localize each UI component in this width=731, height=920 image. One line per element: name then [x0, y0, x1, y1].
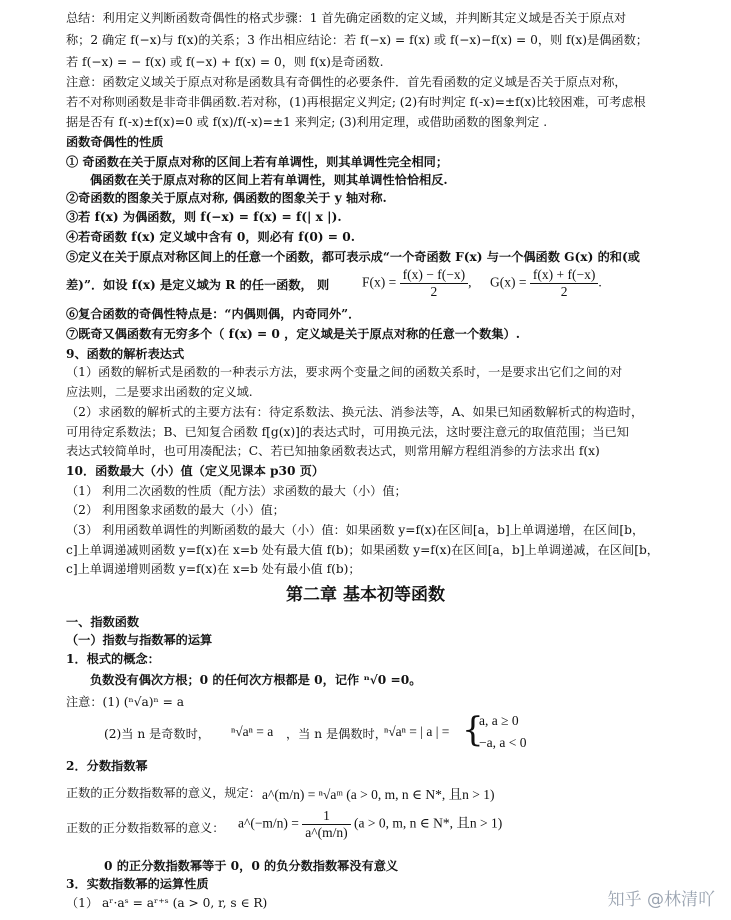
even-part-formula: [490, 267, 602, 300]
section-heading: （一）指数与指数幂的运算: [66, 633, 213, 647]
denominator: a^(m/n): [305, 825, 348, 840]
text-line: ⑦既奇又偶函数有无穷多个（ f(x) = 0 ，定义域是关于原点对称的任意一个数集）.: [66, 327, 520, 341]
text-line: 正数的正分数指数幂的意义：: [66, 821, 225, 835]
watermark: [608, 885, 715, 910]
even-root-formula: ⁿ√aⁿ = | a | =: [384, 724, 450, 739]
piecewise-brace: {: [462, 710, 484, 750]
section-heading: 1．根式的概念：: [66, 652, 160, 666]
text-line: (2)当 n 是奇数时，: [104, 727, 210, 741]
fraction: [530, 267, 598, 300]
case-line: −a, a < 0: [479, 735, 527, 750]
section-heading: 3．实数指数幂的运算性质: [66, 877, 209, 891]
section-heading: 9、函数的解析表达式: [66, 347, 185, 361]
fraction: [400, 267, 468, 300]
section-heading: 10．函数最大（小）值（定义见课本 p30 页）: [66, 464, 325, 478]
text-line: 称；2 确定 f(−x)与 f(x)的关系；3 作出相应结论：若 f(−x) = f(x) 或 f(−x)−f(x) = 0，则 f(x)是偶函数；: [66, 33, 648, 47]
text-line: 正数的正分数指数幂的意义，规定：: [66, 786, 261, 800]
text-line: ⑤定义在关于原点对称区间上的任意一个函数，都可表示成“一个奇函数 F(x) 与一个偶函数 G(x) 的和(或: [66, 250, 640, 264]
text-line: 偶函数在关于原点对称的区间上若有单调性，则其单调性恰恰相反.: [90, 173, 448, 187]
odd-part-formula: [362, 267, 471, 300]
period: .: [598, 274, 602, 290]
text-line: 负数没有偶次方根；0 的任何次方根都是 0，记作 ⁿ√0 =0。: [90, 673, 422, 687]
section-heading: 2．分数指数幂: [66, 759, 148, 773]
section-heading: 函数奇偶性的性质: [66, 135, 164, 149]
text-line: 总结：利用定义判断函数奇偶性的格式步骤：1 首先确定函数的定义域，并判断其定义域是否关于原点对: [66, 11, 627, 25]
text-line: （2） 利用图象求函数的最大（小）值；: [66, 503, 285, 517]
text-line: ① 奇函数在关于原点对称的区间上若有单调性，则其单调性完全相同；: [66, 155, 449, 169]
numerator: f(x) + f(−x): [530, 267, 598, 284]
text-line: 若不对称则函数是非奇非偶函数.若对称，(1)再根据定义判定; (2)有时判定 f(-x)=±f(x)比较困难，可考虑根: [66, 95, 646, 109]
denominator: 2: [560, 284, 568, 299]
odd-root-formula: ⁿ√aⁿ = a: [231, 724, 274, 739]
section-heading: 一、指数函数: [66, 615, 140, 629]
text-line: 若 f(−x) = − f(x) 或 f(−x) + f(x) = 0，则 f(x)是奇函数.: [66, 55, 384, 69]
chapter-title: 第二章 基本初等函数: [286, 585, 445, 605]
text-line: 据是否有 f(-x)±f(x)=0 或 f(x)/f(-x)=±1 来判定; (3)利用定理，或借助函数的图象判定 .: [66, 115, 548, 129]
text-line: ，当 n 是偶数时，: [286, 727, 387, 741]
text-line: 注意：函数定义域关于原点对称是函数具有奇偶性的必要条件．首先看函数的定义域是否关于原点对称，: [66, 75, 627, 89]
numerator: 1: [302, 808, 350, 825]
text-line: （1） aʳ·aˢ = aʳ⁺ˢ (a > 0, r, s ∈ R): [66, 896, 268, 910]
text-line: 注意：(1) (ⁿ√a)ⁿ = a: [66, 695, 185, 709]
denominator: 2: [430, 284, 438, 299]
text-line: ⑥复合函数的奇偶性特点是：“内偶则偶，内奇同外”．: [66, 307, 361, 321]
formula-condition: (a > 0, m, n ∈ N*, 且n > 1): [354, 815, 503, 831]
fraction: [302, 808, 350, 841]
text-line: 表达式较简单时，也可用凑配法；C、若已知抽象函数表达式，则常用解方程组消参的方法求出 f(x): [66, 444, 600, 458]
formula-lhs: F(x) =: [362, 274, 397, 290]
numerator: f(x) − f(−x): [400, 267, 468, 284]
separator: ,: [468, 274, 472, 290]
text-line: c]上单调递增则函数 y=f(x)在 x=b 处有最小值 f(b)；: [66, 562, 361, 576]
formula-lhs: a^(−m/n) =: [238, 815, 299, 831]
text-line: ④若奇函数 f(x) 定义域中含有 0，则必有 f(0) = 0.: [66, 230, 355, 244]
text-line: 0 的正分数指数幂等于 0，0 的负分数指数幂没有意义: [104, 859, 399, 873]
formula-lhs: G(x) =: [490, 274, 527, 290]
text-line: ③若 f(x) 为偶函数，则 f(−x) = f(x) = f(| x |).: [66, 210, 342, 224]
case-line: a, a ≥ 0: [479, 713, 519, 728]
text-line: 差)”．如设 f(x) 是定义域为 R 的任一函数， 则: [66, 278, 330, 292]
text-line: 可用待定系数法；B、已知复合函数 f[g(x)]的表达式时，可用换元法，这时要注意元的取值范围；当已知: [66, 425, 629, 439]
text-line: ②奇函数的图象关于原点对称, 偶函数的图象关于 y 轴对称.: [66, 191, 387, 205]
text-line: （1） 利用二次函数的性质（配方法）求函数的最大（小）值；: [66, 484, 407, 498]
text-line: （2）求函数的解析式的主要方法有：待定系数法、换元法、消参法等，A、如果已知函数解析式的构造时，: [66, 405, 644, 419]
text-line: （1）函数的解析式是函数的一种表示方法，要求两个变量之间的函数关系时，一是要求出它们之间的对: [66, 365, 623, 379]
positive-fraction-exponent-formula: a^(m/n) = ⁿ√aᵐ (a > 0, m, n ∈ N*, 且n > 1): [262, 787, 495, 802]
text-line: c]上单调递减则函数 y=f(x)在 x=b 处有最大值 f(b)；如果函数 y=f(x)在区间[a，b]上单调递减，在区间[b，: [66, 543, 659, 557]
text-line: （3） 利用函数单调性的判断函数的最大（小）值：如果函数 y=f(x)在区间[a，b]上单调递增，在区间[b，: [66, 523, 645, 537]
negative-fraction-exponent-formula: [238, 808, 502, 841]
watermark-text: 知乎 @林清吖: [607, 890, 715, 910]
text-line: 应法则，二是要求出函数的定义域.: [66, 385, 253, 399]
